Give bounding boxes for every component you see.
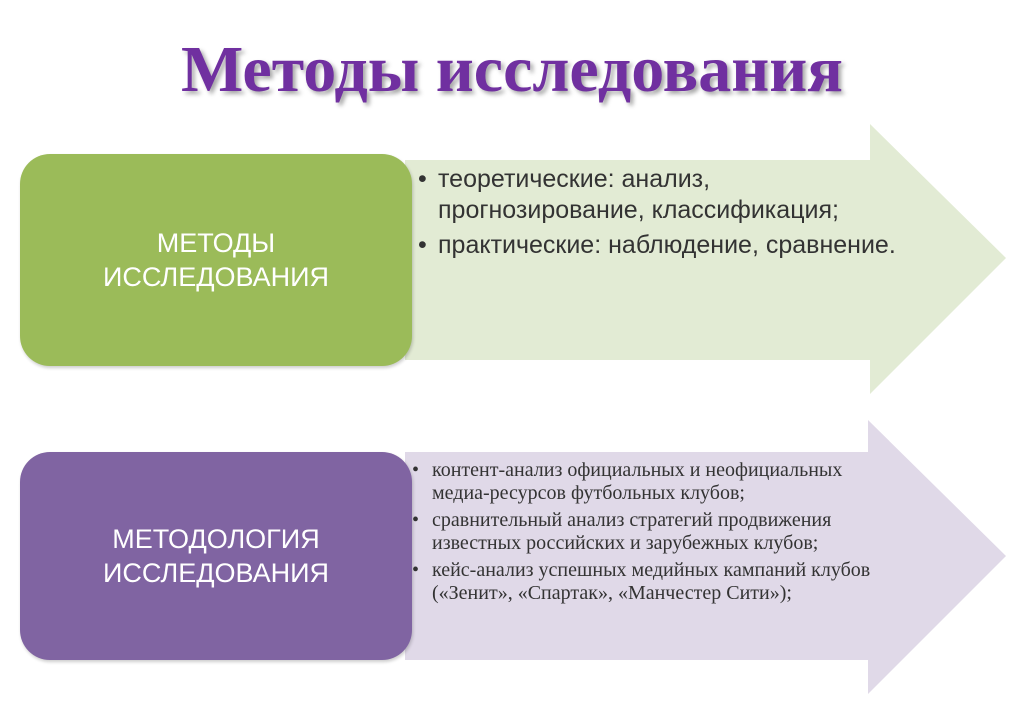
bullet-icon: • <box>412 559 420 581</box>
bullet-icon: • <box>412 509 420 531</box>
methodology-label: МЕТОДОЛОГИЯ ИССЛЕДОВАНИЯ <box>102 524 330 588</box>
list-item <box>412 509 902 555</box>
methods-list <box>418 164 918 265</box>
methods-box <box>20 154 412 366</box>
list-item <box>418 230 918 261</box>
list-item-text: кейс-анализ успешных медийных кампаний клубов («Зенит», «Спартак», «Манчестер Сити»); <box>432 559 871 604</box>
slide-title: Методы исследования <box>181 33 843 106</box>
methods-label: МЕТОДЫ ИССЛЕДОВАНИЯ <box>102 228 330 292</box>
methodology-box <box>20 452 412 660</box>
list-item <box>412 559 902 605</box>
list-item <box>418 164 918 226</box>
bullet-icon: • <box>412 459 420 481</box>
methodology-list <box>412 459 902 609</box>
list-item-text: практические: наблюдение, сравнение. <box>438 231 896 259</box>
bullet-icon: • <box>418 165 427 193</box>
list-item-text: контент-анализ официальных и неофициальных медиа-ресурсов футбольных клубов; <box>432 459 843 504</box>
list-item-text: сравнительный анализ стратегий продвижения известных российских и зарубежных клубов; <box>432 509 832 554</box>
bullet-icon: • <box>418 231 427 259</box>
list-item-text: теоретические: анализ, прогнозирование, классификация; <box>438 165 839 224</box>
list-item <box>412 459 902 505</box>
